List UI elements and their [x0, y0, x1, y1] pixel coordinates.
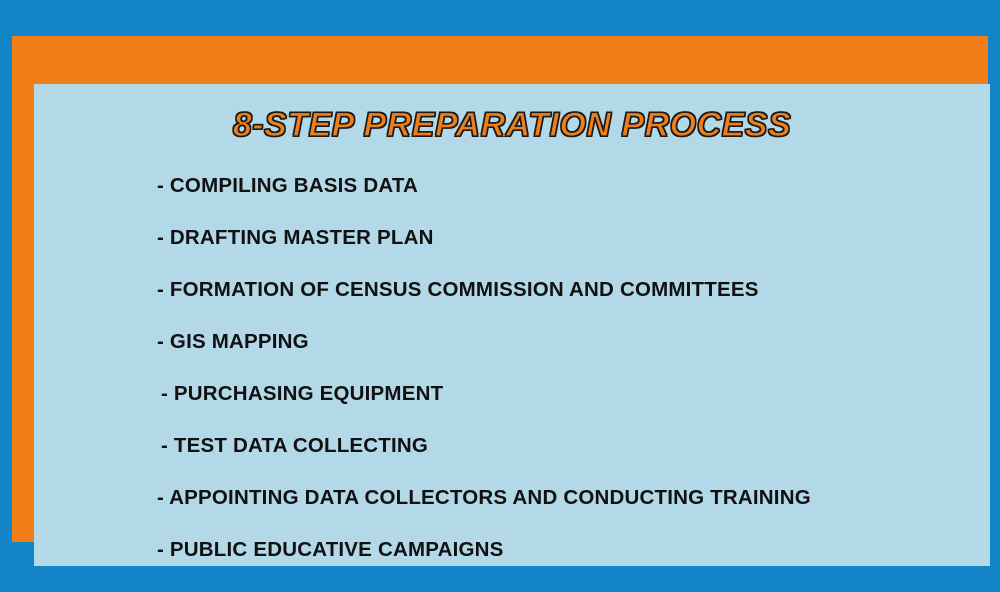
list-item: - GIS MAPPING	[157, 330, 309, 353]
list-item: - FORMATION OF CENSUS COMMISSION AND COMMITTEES	[157, 278, 759, 301]
content-panel	[34, 84, 990, 566]
list-item: - PURCHASING EQUIPMENT	[161, 382, 444, 405]
list-item: - TEST DATA COLLECTING	[161, 434, 429, 457]
list-item: - APPOINTING DATA COLLECTORS AND CONDUCTING TRAINING	[157, 486, 811, 509]
list-item: - PUBLIC EDUCATIVE CAMPAIGNS	[157, 538, 504, 561]
list-item: - COMPILING BASIS DATA	[157, 174, 419, 197]
slide-frame	[12, 36, 988, 561]
slide-title: 8-STEP PREPARATION PROCESS	[232, 106, 792, 144]
preparation-steps-list	[34, 176, 990, 592]
list-item: - DRAFTING MASTER PLAN	[157, 226, 434, 249]
